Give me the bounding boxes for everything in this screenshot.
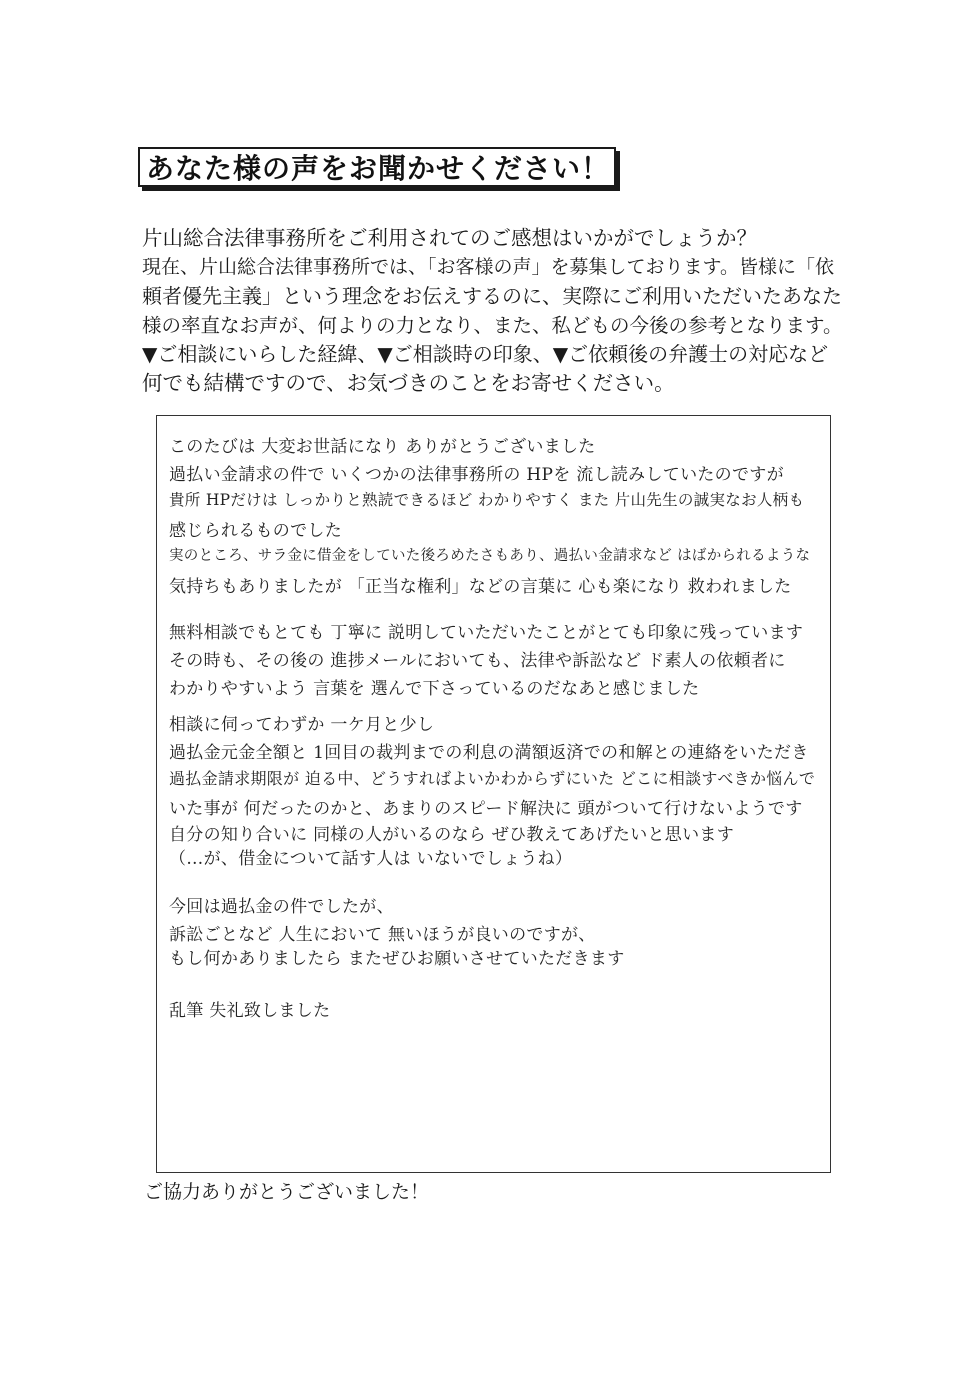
letter-line: 訴訟ごとなど 人生において 無いほうが良いのですが、: [169, 925, 596, 945]
letter-line: このたびは 大変お世話になり ありがとうございました: [169, 437, 596, 457]
handwritten-letter-box: [156, 415, 831, 1173]
intro-line: 現在、片山総合法律事務所では、「お客様の声」を募集しております。皆様に「依: [142, 256, 834, 278]
letter-line: 乱筆 失礼致しました: [169, 1001, 331, 1021]
letter-line: 感じられるものでした: [169, 521, 342, 541]
letter-line: 過払金請求期限が 迫る中、どうすればよいかわからずにいた どこに相談すべきか悩んで: [169, 769, 816, 788]
intro-line: 様の率直なお声が、何よりの力となり、また、私どもの今後の参考となります。: [142, 314, 843, 337]
letter-line: 貴所 HPだけは しっかりと熟読できるほど わかりやすく また 片山先生の誠実なお人柄も: [169, 491, 805, 509]
intro-line: 頼者優先主義」という理念をお伝えするのに、実際にご利用いただいたあなた: [142, 284, 842, 308]
letter-line: 過払い金請求の件で いくつかの法律事務所の HPを 流し読みしていたのですが: [169, 465, 784, 485]
intro-line: ▼ご相談にいらした経緯、▼ご相談時の印象、▼ご依頼後の弁護士の対応など: [142, 342, 829, 366]
closing-thanks: ご協力ありがとうございました！: [144, 1181, 430, 1203]
letter-line: （…が、借金について話す人は いないでしょうね）: [169, 849, 573, 869]
page-heading: あなた様の声をお聞かせください！: [146, 152, 611, 185]
letter-line: わかりやすいよう 言葉を 選んで下さっているのだなあと感じました: [169, 679, 700, 699]
letter-line: 気持ちもありましたが 「正当な権利」などの言葉に 心も楽になり 救われました: [169, 577, 792, 597]
letter-line: 自分の知り合いに 同様の人がいるのなら ぜひ教えてあげたいと思います: [169, 825, 735, 845]
letter-line: 過払金元金全額と 1回目の裁判までの利息の満額返済での和解との連絡をいただき: [169, 743, 809, 763]
intro-line: 何でも結構ですので、お気づきのことをお寄せください。: [142, 371, 675, 395]
letter-line: 相談に伺ってわずか 一ケ月と少し: [169, 715, 435, 735]
letter-line: 実のところ、サラ金に借金をしていた後ろめたさもあり、過払い金請求など はばかられるような: [169, 548, 811, 564]
letter-line: 無料相談でもとても 丁寧に 説明していただいたことがとても印象に残っています: [169, 623, 804, 643]
intro-text: [142, 224, 842, 398]
letter-line: いた事が 何だったのかと、あまりのスピード解決に 頭がついて行けないようです: [169, 799, 803, 819]
letter-line: 今回は過払金の件でしたが、: [169, 897, 394, 917]
heading-box: [138, 147, 616, 187]
intro-line: 片山総合法律事務所をご利用されてのご感想はいかがでしょうか？: [142, 226, 757, 250]
letter-line: その時も、その後の 進捗メールにおいても、法律や訴訟など ド素人の依頼者に: [169, 651, 786, 671]
letter-line: もし何かありましたら またぜひお願いさせていただきます: [169, 949, 625, 969]
